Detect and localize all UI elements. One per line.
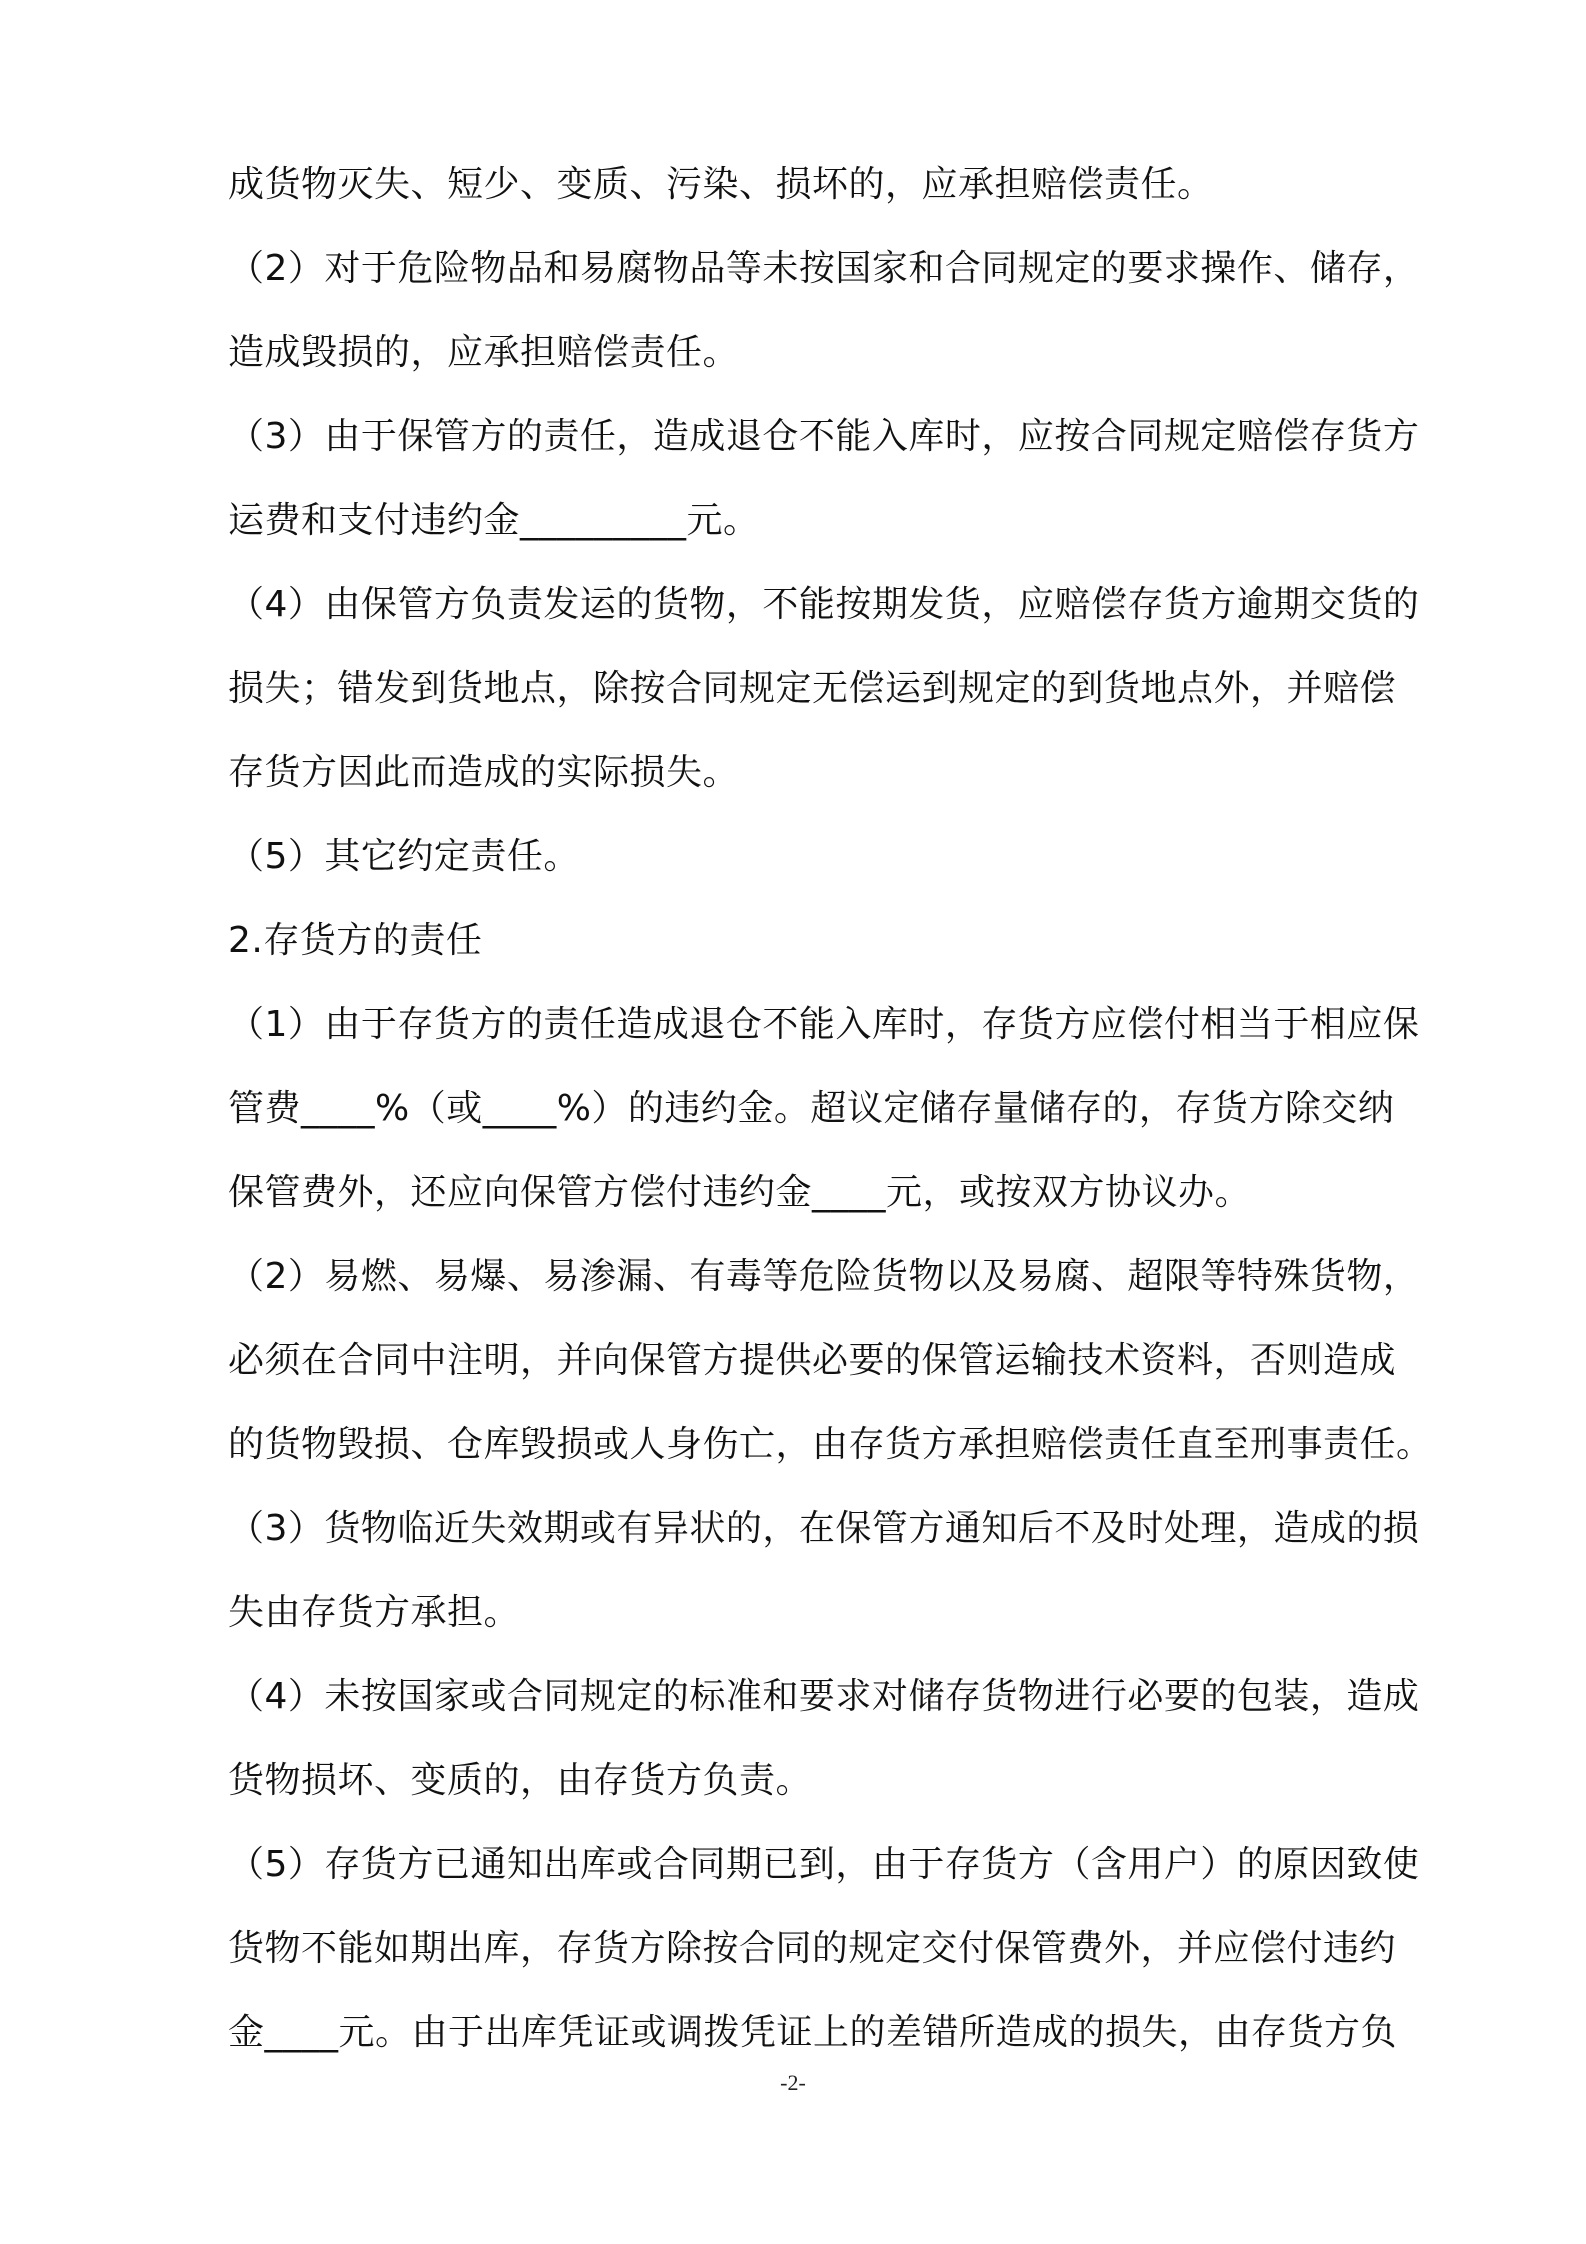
text-line: 保管费外，还应向保管方偿付违约金____元，或按双方协议办。 xyxy=(228,1172,1252,1213)
page-number: -2- xyxy=(780,2070,806,2095)
text-line: （4）由保管方负责发运的货物，不能按期发货，应赔偿存货方逾期交货的 xyxy=(228,584,1420,625)
text-line: （2）易燃、易爆、易渗漏、有毒等危险货物以及易腐、超限等特殊货物， xyxy=(228,1256,1420,1297)
text-line: （2）对于危险物品和易腐物品等未按国家和合同规定的要求操作、储存， xyxy=(228,248,1420,289)
text-line: 货物不能如期出库，存货方除按合同的规定交付保管费外，并应偿付违约 xyxy=(228,1928,1397,1969)
text-line: 存货方因此而造成的实际损失。 xyxy=(228,752,740,793)
text-line: （5）存货方已通知出库或合同期已到，由于存货方（含用户）的原因致使 xyxy=(228,1844,1420,1885)
text-line: 失由存货方承担。 xyxy=(228,1592,521,1633)
text-line: 金____元。由于出库凭证或调拨凭证上的差错所造成的损失，由存货方负 xyxy=(228,2012,1398,2053)
text-line: 运费和支付违约金_________元。 xyxy=(228,500,760,541)
text-line: （4）未按国家或合同规定的标准和要求对储存货物进行必要的包装，造成 xyxy=(228,1676,1420,1717)
text-line: 管费____%（或____%）的违约金。超议定储存量储存的，存货方除交纳 xyxy=(228,1088,1395,1129)
text-line: （5）其它约定责任。 xyxy=(228,836,580,877)
text-line: 的货物毁损、仓库毁损或人身伤亡，由存货方承担赔偿责任直至刑事责任。 xyxy=(228,1424,1433,1465)
text-line: 必须在合同中注明，并向保管方提供必要的保管运输技术资料，否则造成 xyxy=(228,1340,1397,1381)
text-line: 货物损坏、变质的，由存货方负责。 xyxy=(228,1760,813,1801)
text-line: （1）由于存货方的责任造成退仓不能入库时，存货方应偿付相当于相应保 xyxy=(228,1004,1420,1045)
text-line: 损失；错发到货地点，除按合同规定无偿运到规定的到货地点外，并赔偿 xyxy=(228,668,1397,709)
text-line: 造成毁损的，应承担赔偿责任。 xyxy=(228,332,740,373)
text-line: 成货物灭失、短少、变质、污染、损坏的，应承担赔偿责任。 xyxy=(228,164,1214,205)
text-line: （3）由于保管方的责任，造成退仓不能入库时，应按合同规定赔偿存货方 xyxy=(228,416,1420,457)
text-line: （3）货物临近失效期或有异状的，在保管方通知后不及时处理，造成的损 xyxy=(228,1508,1420,1549)
section-heading: 2.存货方的责任 xyxy=(228,920,483,961)
